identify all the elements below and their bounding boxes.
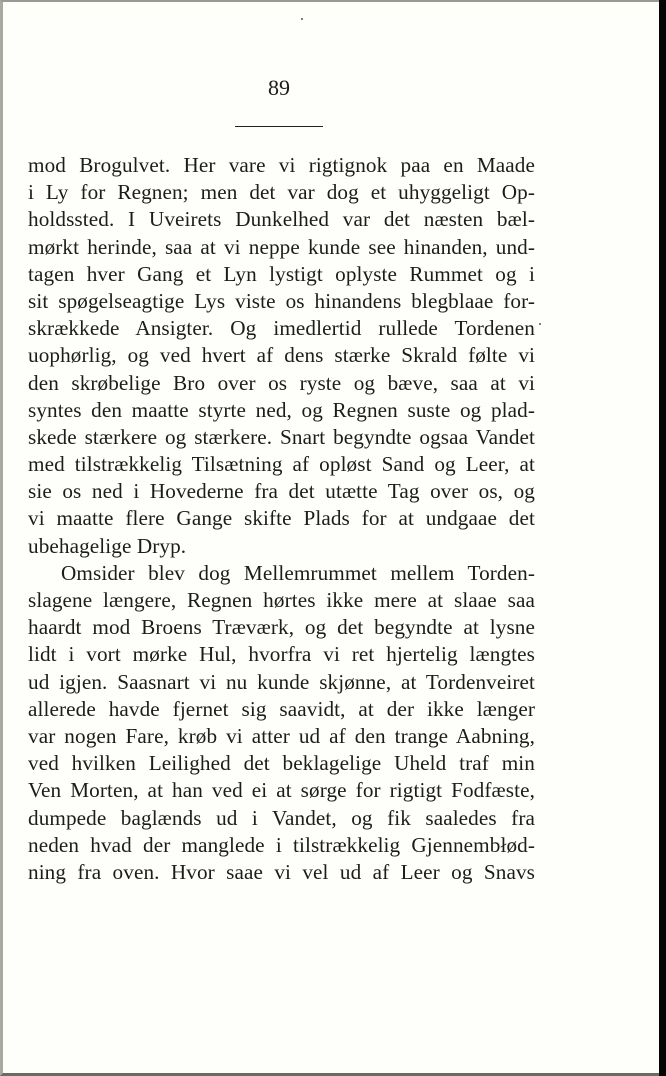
- text-line: vi maatte flere Gange skifte Plads for at undgaae det: [28, 506, 535, 531]
- text-line: den skrøbelige Bro over os ryste og bæve, saa at vi: [28, 370, 535, 395]
- text-line: tagen hver Gang et Lyn lystigt oplyste Rummet og i: [28, 261, 535, 286]
- text-line: ning fra oven. Hvor saae vi vel ud af Leer og Snavs: [28, 859, 535, 884]
- text-line: Omsider blev dog Mellemrummet mellem Torden-: [61, 560, 535, 585]
- header-rule: [235, 126, 323, 127]
- scan-speck: [539, 323, 541, 325]
- text-line: dumpede baglænds ud i Vandet, og fik saaledes fra: [28, 805, 535, 830]
- text-line: holdssted. I Uveirets Dunkelhed var det næsten bæl-: [28, 207, 535, 232]
- text-line: skede stærkere og stærkere. Snart begyndte ogsaa Vandet: [28, 424, 535, 449]
- text-line: skrækkede Ansigter. Og imedlertid rullede Tordenen: [28, 316, 535, 341]
- text-line: ved hvilken Leilighed det beklagelige Uheld traf min: [28, 751, 535, 776]
- page-number: 89: [268, 75, 290, 100]
- scan-edge-strip: [659, 0, 666, 1076]
- text-line: Ven Morten, at han ved ei at sørge for rigtigt Fodfæste,: [28, 778, 535, 803]
- text-line: neden hvad der manglede i tilstrækkelig Gjennembłød-: [28, 832, 535, 857]
- text-line: ubehagelige Dryp.: [28, 533, 187, 558]
- text-line: slagene længere, Regnen hørtes ikke mere at slaae saa: [28, 588, 535, 612]
- scan-speck: [301, 18, 303, 20]
- text-line: lidt i vort mørke Hul, hvorfra vi ret hjertelig længtes: [28, 642, 535, 667]
- text-line: sit spøgelseagtige Lys viste os hinandens blegblaae for-: [28, 288, 535, 313]
- text-line: syntes den maatte styrte ned, og Regnen suste og plad-: [28, 397, 535, 422]
- text-line: allerede havde fjernet sig saavidt, at der ikke længer: [28, 696, 535, 721]
- text-line: var nogen Fare, krøb vi atter ud af den trange Aabning,: [28, 723, 535, 748]
- text-line: med tilstrækkelig Tilsætning af opløst Sand og Leer, at: [28, 452, 535, 477]
- text-line: i Ly for Regnen; men det var dog et uhyggeligt Op-: [28, 180, 535, 205]
- text-line: haardt mod Broens Træværk, og det begyndte at lysne: [28, 615, 535, 640]
- body-text: [28, 152, 535, 886]
- text-line: uophørlig, og ved hvert af dens stærke Skrald følte vi: [28, 343, 535, 368]
- text-line: mod Brogulvet. Her vare vi rigtignok paa en Maade: [28, 153, 535, 177]
- text-line: ud igjen. Saasnart vi nu kunde skjønne, at Tordenveiret: [28, 669, 535, 694]
- text-line: sie os ned i Hovederne fra det utætte Tag over os, og: [28, 479, 535, 504]
- text-line: mørkt herinde, saa at vi neppe kunde see hinanden, und-: [28, 234, 535, 259]
